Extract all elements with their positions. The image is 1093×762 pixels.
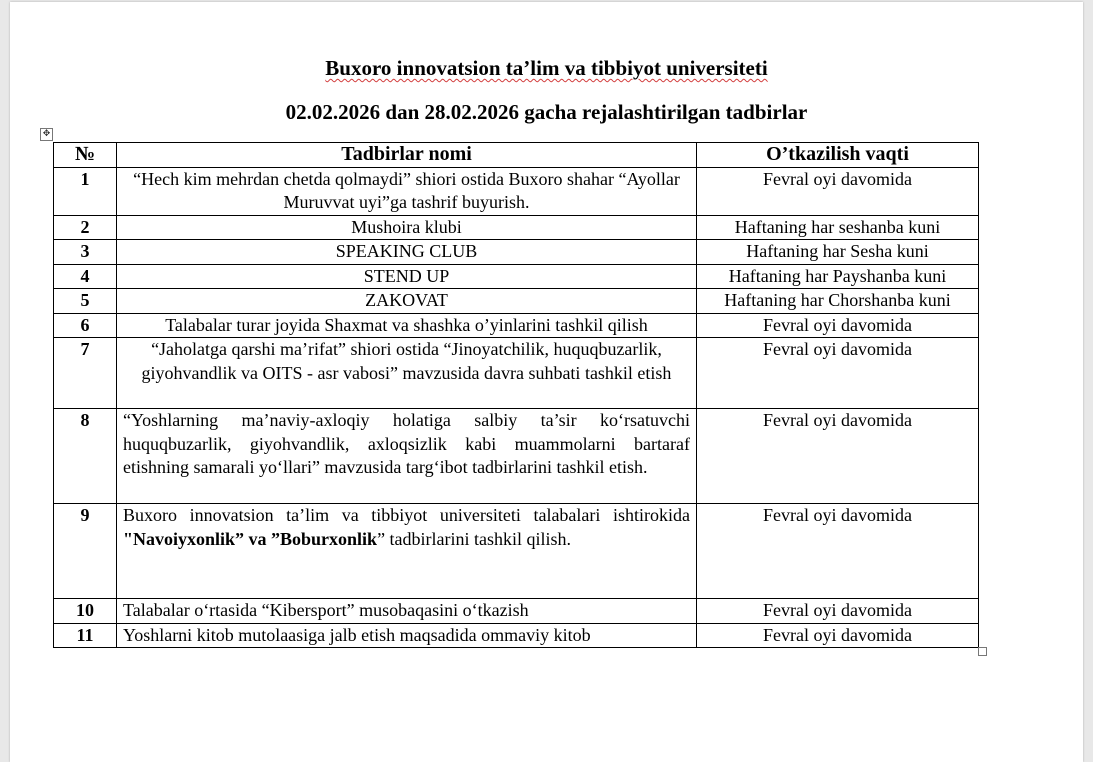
row-event-name: “Jaholatga qarshi ma’rifat” shiori ostida “Jinoyatchilik, huquqbuzarlik, giyohvandlik va OITS - asr vabosi” mavzusida davra suhbati tashkil etish <box>117 338 697 409</box>
row-event-name: Yoshlarni kitob mutolaasiga jalb etish maqsadida ommaviy kitob <box>117 623 697 648</box>
row-number: 6 <box>54 313 117 338</box>
table-row <box>54 289 979 314</box>
table-row <box>54 599 979 624</box>
row-number: 5 <box>54 289 117 314</box>
row-number: 8 <box>54 409 117 504</box>
resize-handle-icon[interactable] <box>978 647 987 656</box>
row-number: 1 <box>54 167 117 215</box>
row-time: Haftaning har Chorshanba kuni <box>697 289 979 314</box>
row-time: Fevral oyi davomida <box>697 409 979 504</box>
row-event-name-bold: "Navoiyxonlik” va ”Boburxonlik <box>123 528 378 549</box>
table-row <box>54 167 979 215</box>
row-event-name: STEND UP <box>117 264 697 289</box>
row-number: 10 <box>54 599 117 624</box>
row-time: Fevral oyi davomida <box>697 623 979 648</box>
table-row <box>54 240 979 265</box>
row-number: 9 <box>54 504 117 599</box>
document-title: Buxoro innovatsion ta’lim va tibbiyot universiteti <box>325 56 768 80</box>
row-time: Fevral oyi davomida <box>697 338 979 409</box>
table-row <box>54 623 979 648</box>
table-row <box>54 409 979 504</box>
table-header-row <box>54 143 979 168</box>
table-row <box>54 215 979 240</box>
row-number: 4 <box>54 264 117 289</box>
row-event-name: Mushoira klubi <box>117 215 697 240</box>
row-time: Fevral oyi davomida <box>697 599 979 624</box>
table-row <box>54 313 979 338</box>
row-number: 3 <box>54 240 117 265</box>
header-number: № <box>54 143 117 168</box>
row-number: 11 <box>54 623 117 648</box>
header-event-name: Tadbirlar nomi <box>117 143 697 168</box>
row-event-name: SPEAKING CLUB <box>117 240 697 265</box>
row-event-name-part: ” tadbirlarini tashkil qilish. <box>377 528 572 549</box>
row-event-name: “Hech kim mehrdan chetda qolmaydi” shiori ostida Buxoro shahar “Ayollar Muruvvat uyi”ga tashrif buyurish. <box>117 167 697 215</box>
row-event-name: Talabalar o‘rtasida “Kibersport” musobaqasini o‘tkazish <box>117 599 697 624</box>
table-row <box>54 338 979 409</box>
row-time: Haftaning har Sesha kuni <box>697 240 979 265</box>
row-time: Fevral oyi davomida <box>697 504 979 599</box>
row-event-name-part: Buxoro innovatsion ta’lim va tibbiyot universiteti talabalari ishtirokida <box>123 505 690 525</box>
document-subtitle: 02.02.2026 dan 28.02.2026 gacha rejalashtirilgan tadbirlar <box>285 100 808 124</box>
header-time: O’tkazilish vaqti <box>697 143 979 168</box>
table-row <box>54 504 979 599</box>
row-event-name: “Yoshlarning ma’naviy-axloqiy holatiga salbiy ta’sir ko‘rsatuvchi huquqbuzarlik, giyohvandlik, axloqsizlik kabi muammolarni bartaraf etishning samarali yo‘llari” mavzusida targ‘ibot tadbirlarini tashkil etish. <box>117 409 697 504</box>
row-time: Fevral oyi davomida <box>697 313 979 338</box>
table-row <box>54 264 979 289</box>
row-time: Fevral oyi davomida <box>697 167 979 215</box>
row-number: 7 <box>54 338 117 409</box>
row-time: Haftaning har seshanba kuni <box>697 215 979 240</box>
row-time: Haftaning har Payshanba kuni <box>697 264 979 289</box>
row-event-name: Talabalar turar joyida Shaxmat va shashka o’yinlarini tashkil qilish <box>117 313 697 338</box>
row-event-name: ZAKOVAT <box>117 289 697 314</box>
row-event-name <box>117 504 697 599</box>
row-number: 2 <box>54 215 117 240</box>
move-icon[interactable]: ✥ <box>40 128 53 141</box>
events-table <box>53 142 979 648</box>
